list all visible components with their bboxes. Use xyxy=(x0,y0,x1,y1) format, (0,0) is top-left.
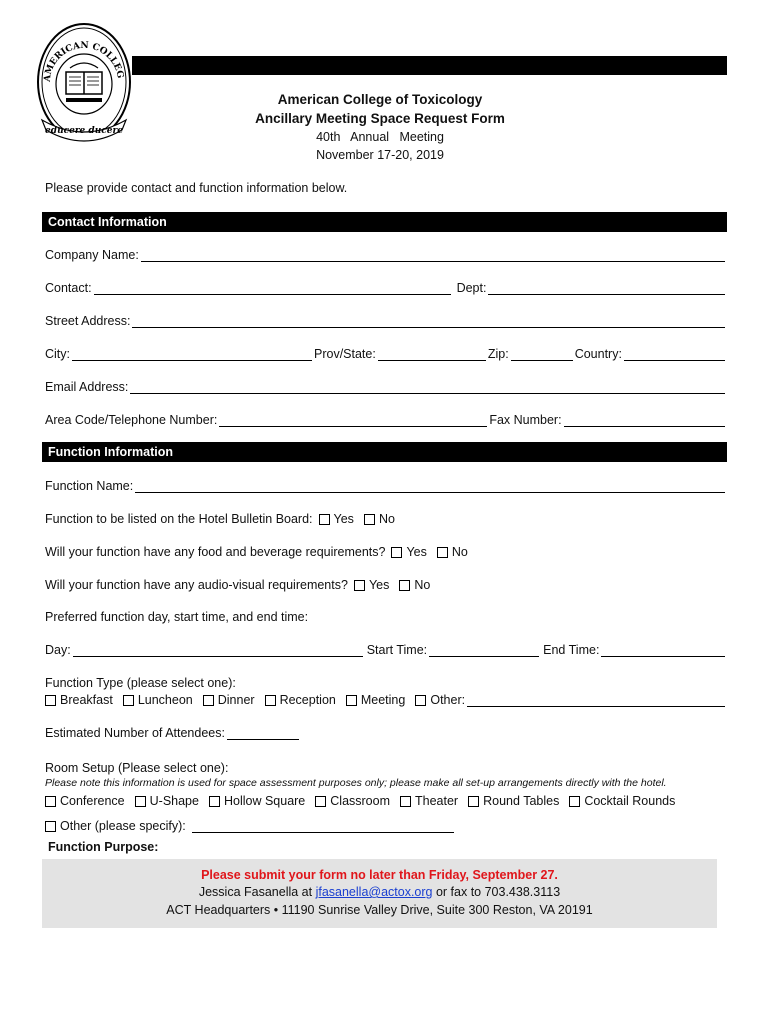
room-ushape-option[interactable] xyxy=(135,794,199,808)
contact-label: Contact: xyxy=(45,281,92,295)
college-seal-logo xyxy=(36,20,132,144)
dept-field[interactable] xyxy=(488,280,725,295)
type-breakfast-option[interactable] xyxy=(45,693,113,707)
type-other-option[interactable] xyxy=(415,693,465,707)
fax-field[interactable] xyxy=(564,412,725,427)
checkbox-icon[interactable] xyxy=(468,796,479,807)
type-label-row xyxy=(45,672,727,690)
type-other-field[interactable] xyxy=(467,692,725,707)
phone-label: Area Code/Telephone Number: xyxy=(45,413,218,427)
room-classroom-option[interactable] xyxy=(315,794,390,808)
checkbox-icon[interactable] xyxy=(135,796,146,807)
checkbox-icon[interactable] xyxy=(203,695,214,706)
function-name-field[interactable] xyxy=(135,478,725,493)
room-other-row xyxy=(45,815,727,833)
contact-section-header xyxy=(42,212,727,232)
street-label: Street Address: xyxy=(45,314,131,328)
room-note: Please note this information is used for space assessment purposes only; please make all set-up arrangements directly with the hotel. xyxy=(45,777,667,789)
function-name-row xyxy=(45,475,727,493)
room-conference-option[interactable] xyxy=(45,794,125,808)
yes-label: Yes xyxy=(333,512,354,526)
dept-label: Dept: xyxy=(456,281,487,295)
seal-ring-text: AMERICAN COLLEG xyxy=(42,40,125,83)
contact-suffix: or fax to 703.438.3113 xyxy=(432,885,561,899)
checkbox-icon[interactable] xyxy=(319,514,330,525)
company-row xyxy=(45,244,727,262)
room-other-label: Other (please specify): xyxy=(60,819,186,833)
fax-label: Fax Number: xyxy=(489,413,562,427)
room-round-tables-label: Round Tables xyxy=(483,794,560,808)
end-label: End Time: xyxy=(543,643,600,657)
bulletin-yes-option[interactable] xyxy=(319,512,354,526)
av-question: Will your function have any audio-visual requirements? xyxy=(45,578,348,592)
submission-info-box xyxy=(42,859,717,928)
checkbox-icon[interactable] xyxy=(354,580,365,591)
org-title: American College of Toxicology xyxy=(277,92,483,107)
city-label: City: xyxy=(45,347,70,361)
email-link[interactable]: jfasanella@actox.org xyxy=(315,885,433,899)
type-label: Function Type (please select one): xyxy=(45,676,236,690)
preferred-label: Preferred function day, start time, and end time: xyxy=(45,610,309,624)
header-bar xyxy=(132,56,727,75)
headquarters-address: ACT Headquarters • 11190 Sunrise Valley Drive, Suite 300 Reston, VA 20191 xyxy=(166,903,593,917)
room-conference-label: Conference xyxy=(60,794,125,808)
room-label: Room Setup (Please select one): xyxy=(45,761,229,775)
room-classroom-label: Classroom xyxy=(330,794,391,808)
prov-label: Prov/State: xyxy=(314,347,376,361)
room-cocktail-rounds-label: Cocktail Rounds xyxy=(584,794,676,808)
day-time-row xyxy=(45,639,727,657)
room-theater-option[interactable] xyxy=(400,794,458,808)
av-row xyxy=(45,574,727,592)
type-other-label: Other: xyxy=(430,693,466,707)
contact-row xyxy=(45,277,727,295)
checkbox-icon[interactable] xyxy=(437,547,448,558)
contact-prefix: Jessica Fasanella at xyxy=(198,885,316,899)
prov-field[interactable] xyxy=(378,346,486,361)
type-options-row xyxy=(45,689,727,707)
contact-field[interactable] xyxy=(94,280,451,295)
room-options-row xyxy=(45,790,727,808)
bulletin-row xyxy=(45,508,727,526)
food-row xyxy=(45,541,727,559)
no-label: No xyxy=(378,512,395,526)
day-label: Day: xyxy=(45,643,71,657)
city-field[interactable] xyxy=(72,346,312,361)
checkbox-icon[interactable] xyxy=(315,796,326,807)
contact-section-title: Contact Information xyxy=(48,215,167,229)
city-row xyxy=(45,343,727,361)
checkbox-icon[interactable] xyxy=(123,695,134,706)
room-ushape-label: U-Shape xyxy=(149,794,199,808)
type-luncheon-label: Luncheon xyxy=(137,693,193,707)
seal-motto: educere ducere xyxy=(45,126,123,136)
zip-label: Zip: xyxy=(487,347,509,361)
yes-label: Yes xyxy=(406,545,427,559)
country-field[interactable] xyxy=(624,346,725,361)
deadline-text: Please submit your form no later than Friday, September 27. xyxy=(201,868,558,882)
meeting-dates: November 17-20, 2019 xyxy=(316,148,444,162)
email-row xyxy=(45,376,727,394)
bulletin-no-option[interactable] xyxy=(364,512,395,526)
company-label: Company Name: xyxy=(45,248,139,262)
type-breakfast-label: Breakfast xyxy=(60,693,113,707)
form-title: Ancillary Meeting Space Request Form xyxy=(255,111,505,126)
street-row xyxy=(45,310,727,328)
checkbox-icon[interactable] xyxy=(265,695,276,706)
zip-field[interactable] xyxy=(511,346,573,361)
start-label: Start Time: xyxy=(366,643,428,657)
type-reception-label: Reception xyxy=(279,693,336,707)
checkbox-icon[interactable] xyxy=(399,580,410,591)
food-yes-option[interactable] xyxy=(391,545,426,559)
intro-text: Please provide contact and function information below. xyxy=(45,181,348,195)
room-theater-label: Theater xyxy=(415,794,459,808)
type-reception-option[interactable] xyxy=(265,693,336,707)
av-no-option[interactable] xyxy=(399,578,430,592)
room-other-field[interactable] xyxy=(192,818,454,833)
phone-row xyxy=(45,409,727,427)
checkbox-icon[interactable] xyxy=(45,796,56,807)
type-luncheon-option[interactable] xyxy=(123,693,193,707)
day-field[interactable] xyxy=(73,642,363,657)
preferred-row xyxy=(45,606,727,624)
function-purpose-label: Function Purpose: xyxy=(48,840,159,854)
email-label: Email Address: xyxy=(45,380,129,394)
checkbox-icon[interactable] xyxy=(45,695,56,706)
checkbox-icon[interactable] xyxy=(415,695,426,706)
checkbox-icon[interactable] xyxy=(364,514,375,525)
checkbox-icon[interactable] xyxy=(346,695,357,706)
function-section-title: Function Information xyxy=(48,445,173,459)
checkbox-icon[interactable] xyxy=(45,821,56,832)
attendees-row xyxy=(45,722,727,740)
type-dinner-label: Dinner xyxy=(217,693,255,707)
food-no-option[interactable] xyxy=(437,545,468,559)
checkbox-icon[interactable] xyxy=(209,796,220,807)
function-section-header xyxy=(42,442,727,462)
start-time-field[interactable] xyxy=(429,642,539,657)
phone-field[interactable] xyxy=(219,412,487,427)
room-cocktail-rounds-option[interactable] xyxy=(569,794,675,808)
email-field[interactable] xyxy=(130,379,725,394)
type-meeting-option[interactable] xyxy=(346,693,405,707)
company-field[interactable] xyxy=(141,247,725,262)
food-question: Will your function have any food and beverage requirements? xyxy=(45,545,386,559)
no-label: No xyxy=(451,545,468,559)
bulletin-question: Function to be listed on the Hotel Bulletin Board: xyxy=(45,512,313,526)
room-other-option[interactable] xyxy=(45,819,186,833)
country-label: Country: xyxy=(574,347,622,361)
checkbox-icon[interactable] xyxy=(569,796,580,807)
street-field[interactable] xyxy=(132,313,725,328)
room-round-tables-option[interactable] xyxy=(468,794,559,808)
room-hollow-square-label: Hollow Square xyxy=(223,794,306,808)
av-yes-option[interactable] xyxy=(354,578,389,592)
type-meeting-label: Meeting xyxy=(360,693,406,707)
meeting-name: 40th Annual Meeting xyxy=(316,130,444,144)
yes-label: Yes xyxy=(368,578,390,592)
no-label: No xyxy=(414,578,431,592)
attendees-field[interactable] xyxy=(227,725,299,740)
attendees-label: Estimated Number of Attendees: xyxy=(45,726,225,740)
room-label-row xyxy=(45,757,727,775)
end-time-field[interactable] xyxy=(601,642,725,657)
room-hollow-square-option[interactable] xyxy=(209,794,305,808)
function-name-label: Function Name: xyxy=(45,479,134,493)
contact-line xyxy=(42,885,717,899)
type-dinner-option[interactable] xyxy=(203,693,255,707)
checkbox-icon[interactable] xyxy=(391,547,402,558)
checkbox-icon[interactable] xyxy=(400,796,411,807)
